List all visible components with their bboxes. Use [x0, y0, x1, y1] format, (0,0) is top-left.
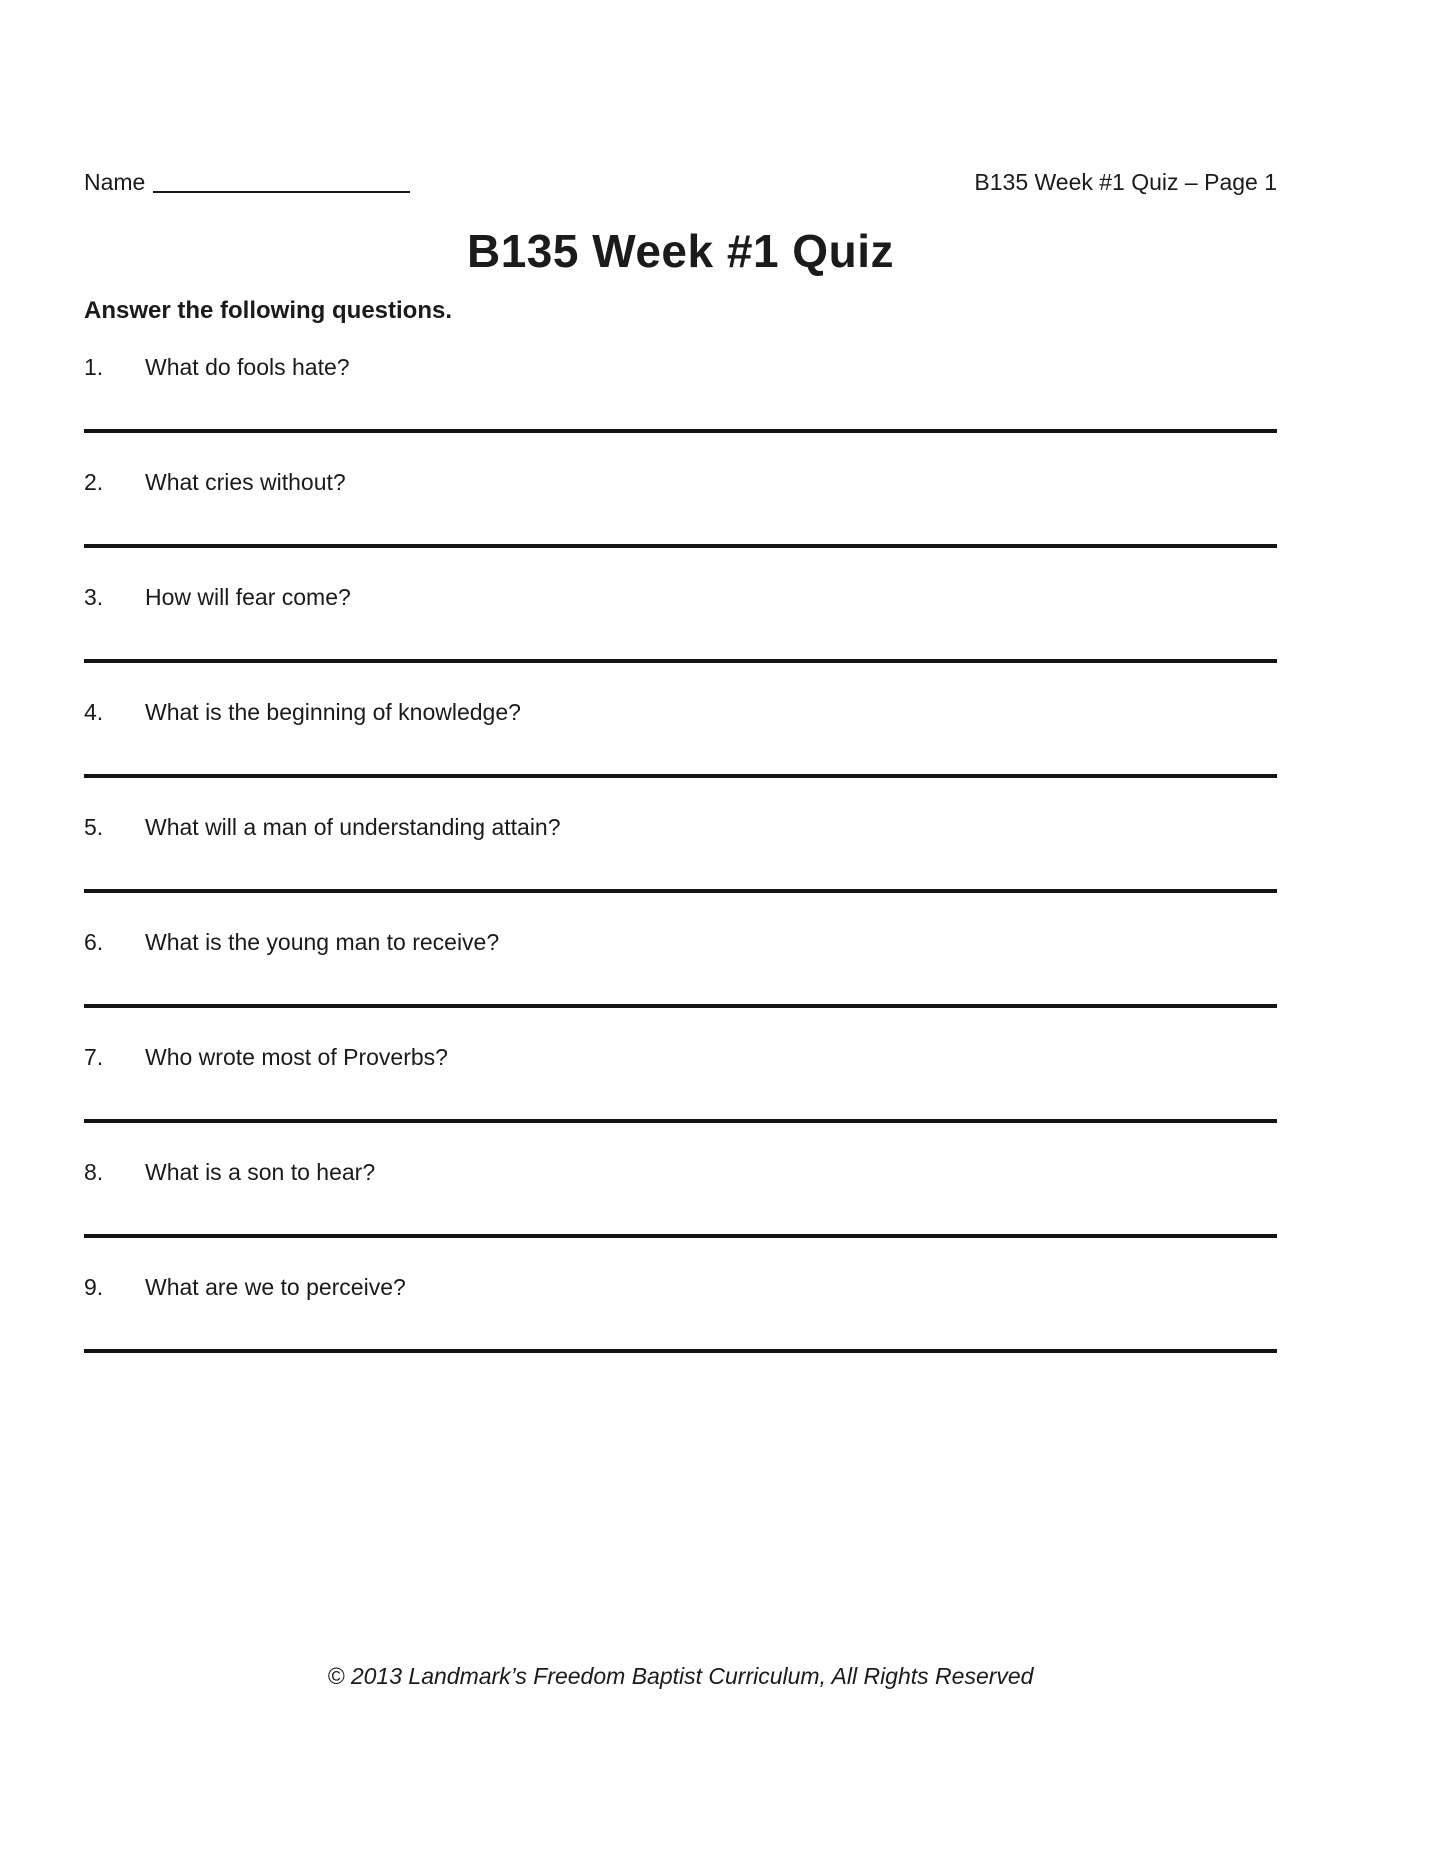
question-row [84, 468, 1277, 496]
answer-blank-line [84, 1349, 1277, 1353]
answer-blank-line [84, 1004, 1277, 1008]
answer-blank-line [84, 544, 1277, 548]
instructions-text: Answer the following questions. [84, 297, 453, 324]
question-block [84, 1043, 1277, 1123]
question-text: What is the young man to receive? [145, 929, 500, 955]
answer-blank-line [84, 1234, 1277, 1238]
copyright-footer: © 2013 Landmark’s Freedom Baptist Curriculum, All Rights Reserved [327, 1663, 1034, 1689]
question-number: 4. [84, 699, 104, 725]
question-block [84, 583, 1277, 663]
question-number: 8. [84, 1159, 104, 1185]
question-number: 2. [84, 469, 104, 495]
question-row [84, 1158, 1277, 1186]
answer-blank-line [84, 429, 1277, 433]
question-block [84, 1158, 1277, 1238]
question-text: What cries without? [145, 469, 346, 495]
question-block [84, 928, 1277, 1008]
question-text: How will fear come? [145, 584, 351, 610]
question-number: 7. [84, 1044, 104, 1070]
answer-blank-line [84, 889, 1277, 893]
question-block [84, 698, 1277, 778]
question-text: What is a son to hear? [145, 1159, 376, 1185]
answer-blank-line [84, 1119, 1277, 1123]
page-label: B135 Week #1 Quiz – Page 1 [974, 169, 1277, 195]
question-text: What is the beginning of knowledge? [145, 699, 521, 725]
question-row [84, 813, 1277, 841]
question-number: 9. [84, 1274, 104, 1300]
question-block [84, 813, 1277, 893]
question-number: 1. [84, 354, 104, 380]
question-text: What do fools hate? [145, 354, 350, 380]
question-row [84, 583, 1277, 611]
question-text: What will a man of understanding attain? [145, 814, 561, 840]
page-title: B135 Week #1 Quiz [467, 225, 894, 277]
question-text: Who wrote most of Proverbs? [145, 1044, 448, 1070]
question-row [84, 1043, 1277, 1071]
page-header [84, 168, 1277, 196]
question-block [84, 353, 1277, 433]
question-number: 3. [84, 584, 104, 610]
name-label: Name [84, 169, 146, 195]
question-number: 6. [84, 929, 104, 955]
question-list [84, 353, 1277, 1353]
question-number: 5. [84, 814, 104, 840]
answer-blank-line [84, 659, 1277, 663]
name-blank-line [153, 190, 410, 193]
question-block [84, 468, 1277, 548]
name-field [84, 168, 410, 196]
question-row [84, 1273, 1277, 1301]
question-block [84, 1273, 1277, 1353]
question-text: What are we to perceive? [145, 1274, 406, 1300]
question-row [84, 698, 1277, 726]
answer-blank-line [84, 774, 1277, 778]
question-row [84, 353, 1277, 381]
question-row [84, 928, 1277, 956]
